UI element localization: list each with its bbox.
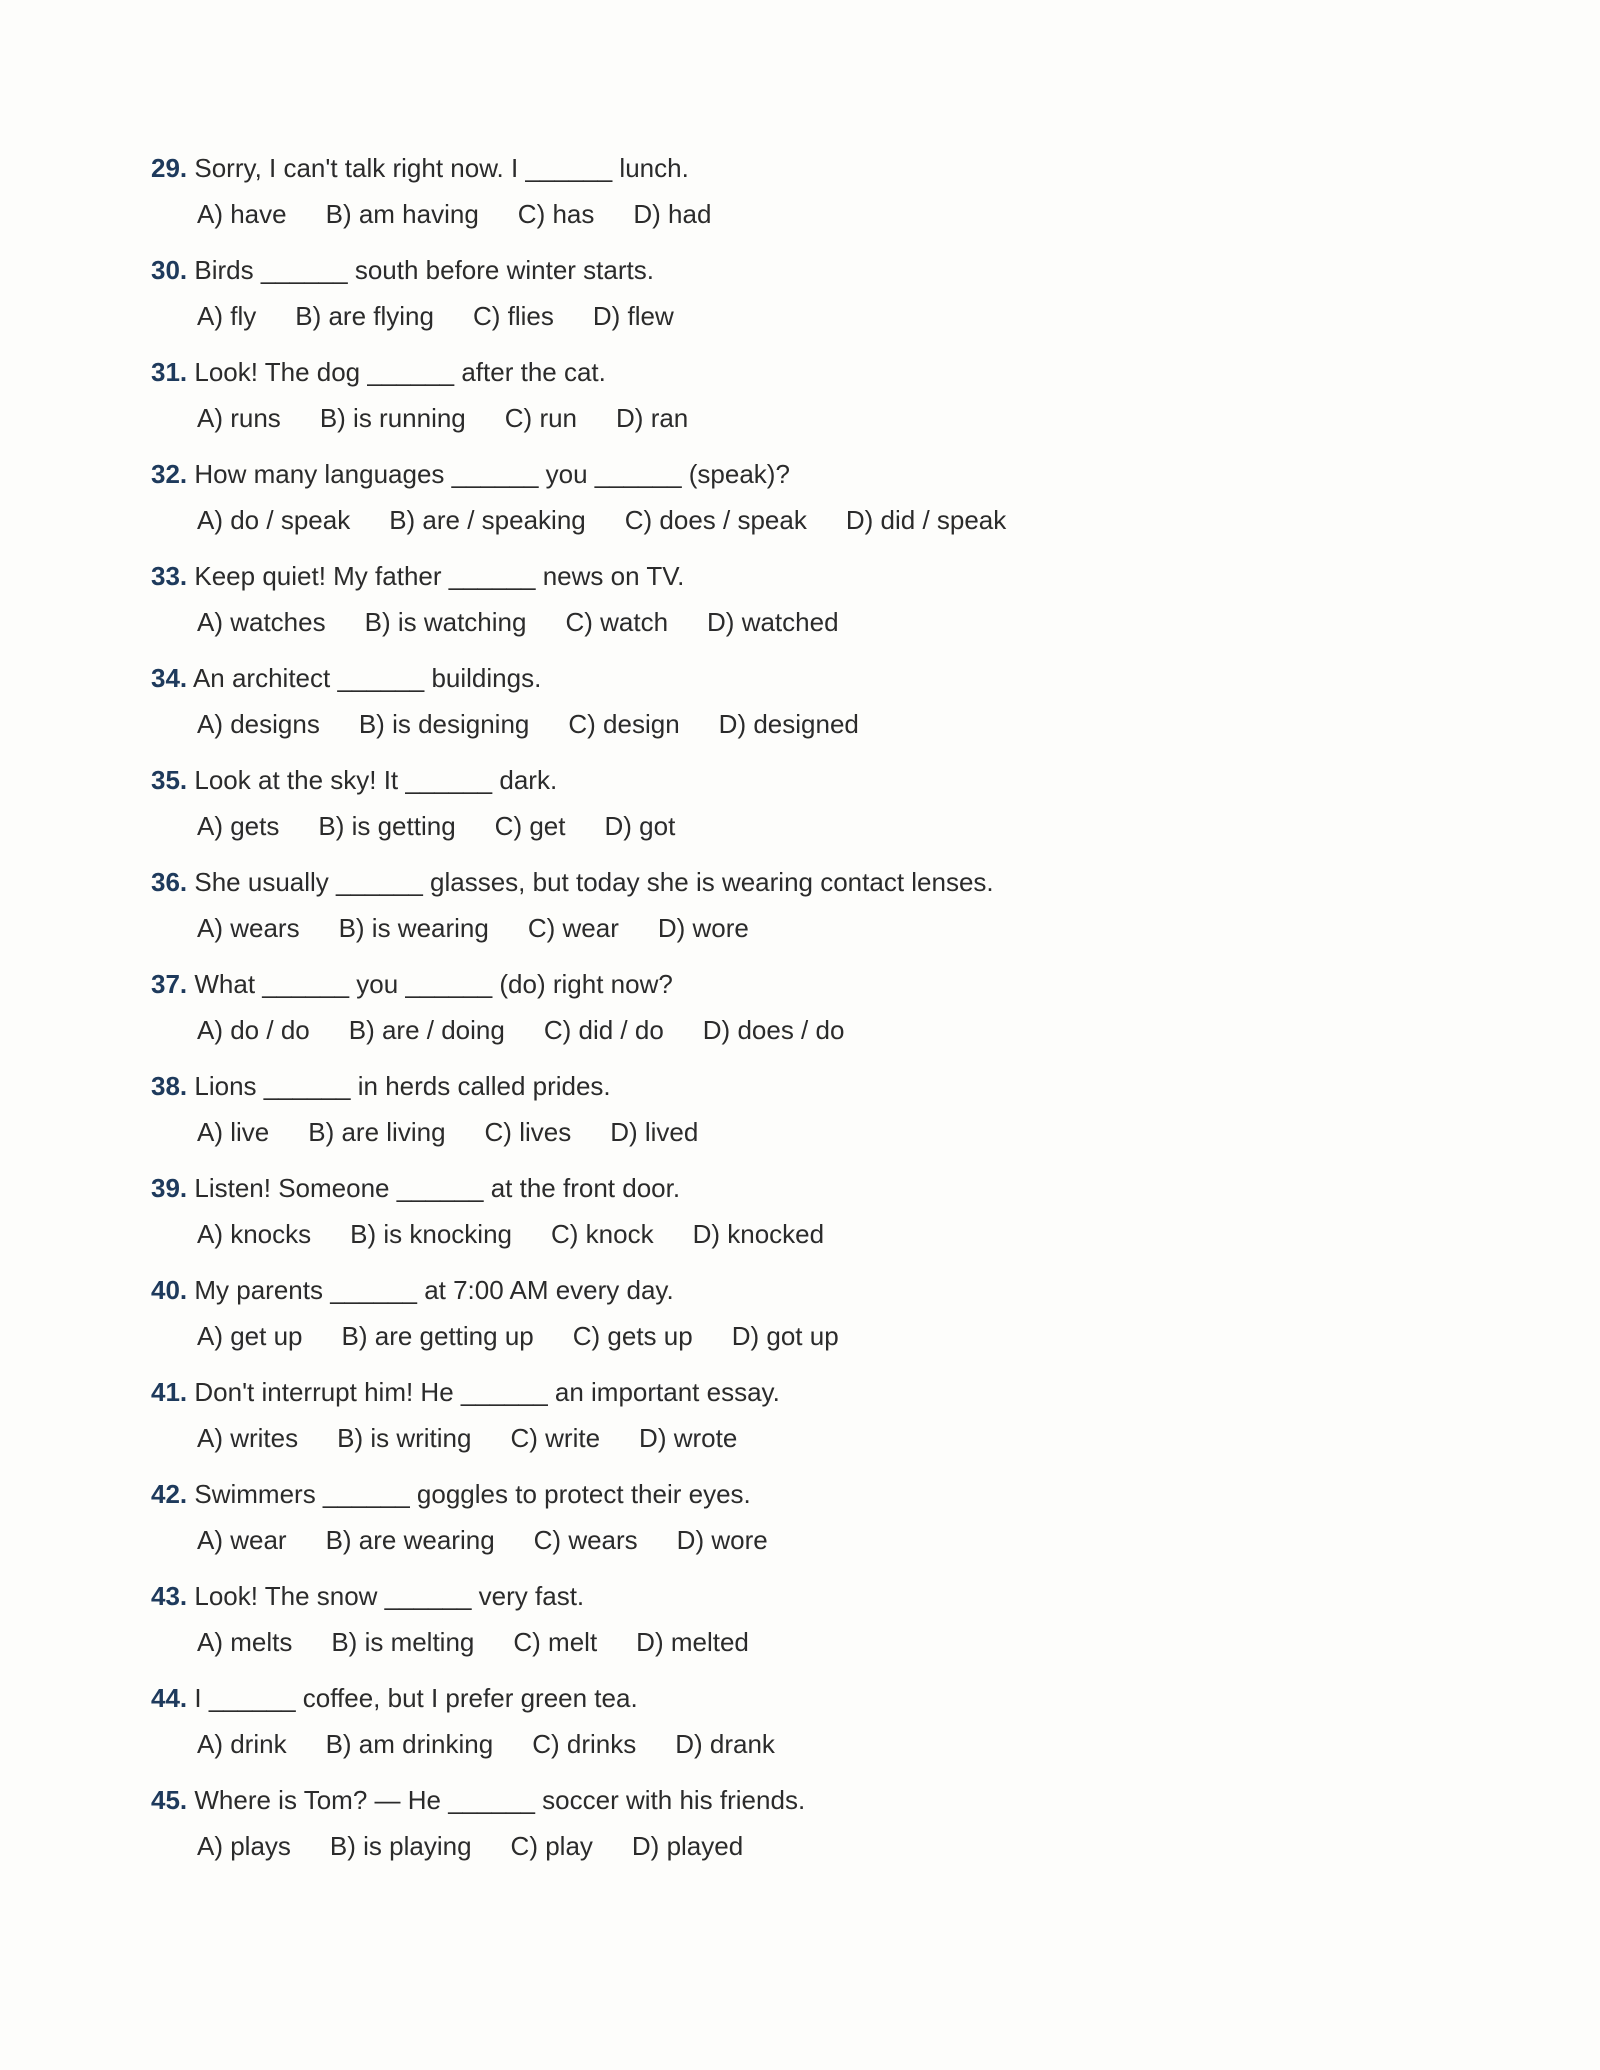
answer-options	[151, 1826, 1600, 1866]
answer-option: C) write	[510, 1423, 601, 1453]
answer-option: A) live	[197, 1117, 270, 1147]
question-number: 41.	[151, 1377, 188, 1407]
question-text: My parents ______ at 7:00 AM every day.	[187, 1275, 674, 1305]
question-text: Look at the sky! It ______ dark.	[187, 765, 558, 795]
question-number: 40.	[151, 1275, 188, 1305]
answer-option: D) wore	[657, 913, 749, 943]
answer-option: B) are / doing	[348, 1015, 505, 1045]
answer-option: A) watches	[197, 607, 326, 637]
answer-option: B) is knocking	[350, 1219, 512, 1249]
answer-option: B) are wearing	[325, 1525, 495, 1555]
question-text: Birds ______ south before winter starts.	[187, 255, 654, 285]
question-item	[151, 760, 1600, 862]
question-number: 39.	[151, 1173, 188, 1203]
answer-option: A) have	[197, 199, 287, 229]
answer-option: A) knocks	[197, 1219, 312, 1249]
question-text: I ______ coffee, but I prefer green tea.	[187, 1683, 638, 1713]
answer-options	[151, 194, 1600, 234]
answer-option: A) do / do	[197, 1015, 310, 1045]
question-text: What ______ you ______ (do) right now?	[187, 969, 673, 999]
answer-options	[151, 1622, 1600, 1662]
answer-option: B) are getting up	[341, 1321, 534, 1351]
question-stem	[151, 1270, 1600, 1310]
answer-option: D) played	[631, 1831, 744, 1861]
answer-option: A) get up	[197, 1321, 303, 1351]
answer-option: A) plays	[197, 1831, 291, 1861]
answer-option: A) drink	[197, 1729, 287, 1759]
question-text: She usually ______ glasses, but today she is wearing contact lenses.	[187, 867, 994, 897]
answer-option: B) is wearing	[338, 913, 489, 943]
answer-option: B) is writing	[337, 1423, 472, 1453]
answer-options	[151, 602, 1600, 642]
answer-option: D) lived	[610, 1117, 699, 1147]
answer-option: D) flew	[592, 301, 674, 331]
question-item	[151, 454, 1600, 556]
answer-options	[151, 1112, 1600, 1152]
answer-options	[151, 1520, 1600, 1560]
question-item	[151, 1270, 1600, 1372]
answer-option: B) am drinking	[325, 1729, 494, 1759]
question-item	[151, 148, 1600, 250]
question-number: 33.	[151, 561, 188, 591]
answer-options	[151, 1418, 1600, 1458]
question-text: How many languages ______ you ______ (speak)?	[187, 459, 790, 489]
answer-option: D) got	[604, 811, 676, 841]
question-list	[151, 148, 1600, 1882]
question-item	[151, 1780, 1600, 1882]
question-stem	[151, 1678, 1600, 1718]
answer-option: B) is getting	[318, 811, 456, 841]
answer-option: A) do / speak	[197, 505, 351, 535]
question-stem	[151, 1066, 1600, 1106]
question-item	[151, 250, 1600, 352]
answer-option: C) flies	[472, 301, 554, 331]
answer-option: B) is melting	[331, 1627, 475, 1657]
answer-option: A) runs	[197, 403, 281, 433]
question-number: 29.	[151, 153, 188, 183]
answer-option: A) melts	[197, 1627, 293, 1657]
answer-option: B) is watching	[364, 607, 527, 637]
question-text: Swimmers ______ goggles to protect their eyes.	[187, 1479, 751, 1509]
answer-option: C) has	[517, 199, 595, 229]
answer-option: D) had	[633, 199, 712, 229]
question-item	[151, 1168, 1600, 1270]
question-number: 37.	[151, 969, 188, 999]
question-text: Sorry, I can't talk right now. I ______ lunch.	[187, 153, 689, 183]
answer-option: B) is running	[319, 403, 466, 433]
answer-option: D) watched	[707, 607, 839, 637]
answer-option: B) am having	[325, 199, 479, 229]
answer-option: C) knock	[551, 1219, 654, 1249]
question-text: Don't interrupt him! He ______ an important essay.	[187, 1377, 780, 1407]
answer-option: A) writes	[197, 1423, 299, 1453]
answer-option: D) got up	[731, 1321, 839, 1351]
question-stem	[151, 250, 1600, 290]
answer-option: D) ran	[616, 403, 689, 433]
question-item	[151, 1474, 1600, 1576]
question-stem	[151, 1474, 1600, 1514]
answer-option: D) does / do	[702, 1015, 845, 1045]
question-item	[151, 1066, 1600, 1168]
answer-options	[151, 806, 1600, 846]
answer-option: C) wear	[527, 913, 619, 943]
question-number: 31.	[151, 357, 188, 387]
answer-option: D) designed	[718, 709, 859, 739]
answer-option: C) does / speak	[624, 505, 807, 535]
answer-option: D) did / speak	[845, 505, 1007, 535]
question-item	[151, 1678, 1600, 1780]
question-number: 44.	[151, 1683, 188, 1713]
question-stem	[151, 760, 1600, 800]
answer-option: A) designs	[197, 709, 320, 739]
answer-option: A) wears	[197, 913, 300, 943]
question-item	[151, 964, 1600, 1066]
question-text: Lions ______ in herds called prides.	[187, 1071, 611, 1101]
question-number: 36.	[151, 867, 188, 897]
answer-option: B) are living	[308, 1117, 446, 1147]
question-stem	[151, 1576, 1600, 1616]
question-number: 42.	[151, 1479, 188, 1509]
question-item	[151, 352, 1600, 454]
question-text: Look! The dog ______ after the cat.	[187, 357, 606, 387]
answer-option: C) did / do	[543, 1015, 664, 1045]
question-stem	[151, 1168, 1600, 1208]
question-number: 32.	[151, 459, 188, 489]
question-item	[151, 862, 1600, 964]
question-stem	[151, 658, 1600, 698]
question-text: Listen! Someone ______ at the front door.	[187, 1173, 681, 1203]
question-stem	[151, 148, 1600, 188]
answer-option: C) watch	[565, 607, 669, 637]
answer-option: A) fly	[197, 301, 257, 331]
answer-option: C) drinks	[532, 1729, 637, 1759]
question-stem	[151, 352, 1600, 392]
question-text: An architect ______ buildings.	[187, 663, 542, 693]
question-stem	[151, 454, 1600, 494]
answer-option: C) melt	[513, 1627, 598, 1657]
answer-option: A) gets	[197, 811, 280, 841]
answer-option: B) are / speaking	[389, 505, 586, 535]
question-stem	[151, 1372, 1600, 1412]
answer-option: C) play	[510, 1831, 593, 1861]
question-text: Look! The snow ______ very fast.	[187, 1581, 585, 1611]
answer-option: C) design	[568, 709, 680, 739]
question-stem	[151, 556, 1600, 596]
answer-option: C) gets up	[572, 1321, 693, 1351]
question-number: 34.	[151, 663, 188, 693]
answer-options	[151, 398, 1600, 438]
question-stem	[151, 964, 1600, 1004]
answer-option: C) get	[494, 811, 566, 841]
question-stem	[151, 862, 1600, 902]
question-number: 38.	[151, 1071, 188, 1101]
question-text: Keep quiet! My father ______ news on TV.	[187, 561, 685, 591]
answer-option: B) are flying	[295, 301, 434, 331]
answer-option: B) is playing	[329, 1831, 472, 1861]
answer-option: B) is designing	[358, 709, 530, 739]
answer-option: D) wore	[676, 1525, 768, 1555]
question-text: Where is Tom? — He ______ soccer with his friends.	[187, 1785, 806, 1815]
question-number: 43.	[151, 1581, 188, 1611]
question-item	[151, 556, 1600, 658]
answer-options	[151, 704, 1600, 744]
question-stem	[151, 1780, 1600, 1820]
answer-options	[151, 908, 1600, 948]
answer-option: A) wear	[197, 1525, 287, 1555]
question-number: 45.	[151, 1785, 188, 1815]
answer-options	[151, 1316, 1600, 1356]
answer-options	[151, 500, 1600, 540]
answer-option: D) wrote	[639, 1423, 738, 1453]
answer-options	[151, 296, 1600, 336]
answer-options	[151, 1724, 1600, 1764]
question-number: 30.	[151, 255, 188, 285]
question-item	[151, 1576, 1600, 1678]
question-number: 35.	[151, 765, 188, 795]
answer-option: C) wears	[533, 1525, 638, 1555]
question-item	[151, 658, 1600, 760]
answer-option: D) melted	[636, 1627, 749, 1657]
answer-option: C) run	[504, 403, 578, 433]
question-item	[151, 1372, 1600, 1474]
answer-options	[151, 1214, 1600, 1254]
answer-option: D) drank	[675, 1729, 775, 1759]
answer-options	[151, 1010, 1600, 1050]
answer-option: C) lives	[484, 1117, 572, 1147]
answer-option: D) knocked	[692, 1219, 825, 1249]
